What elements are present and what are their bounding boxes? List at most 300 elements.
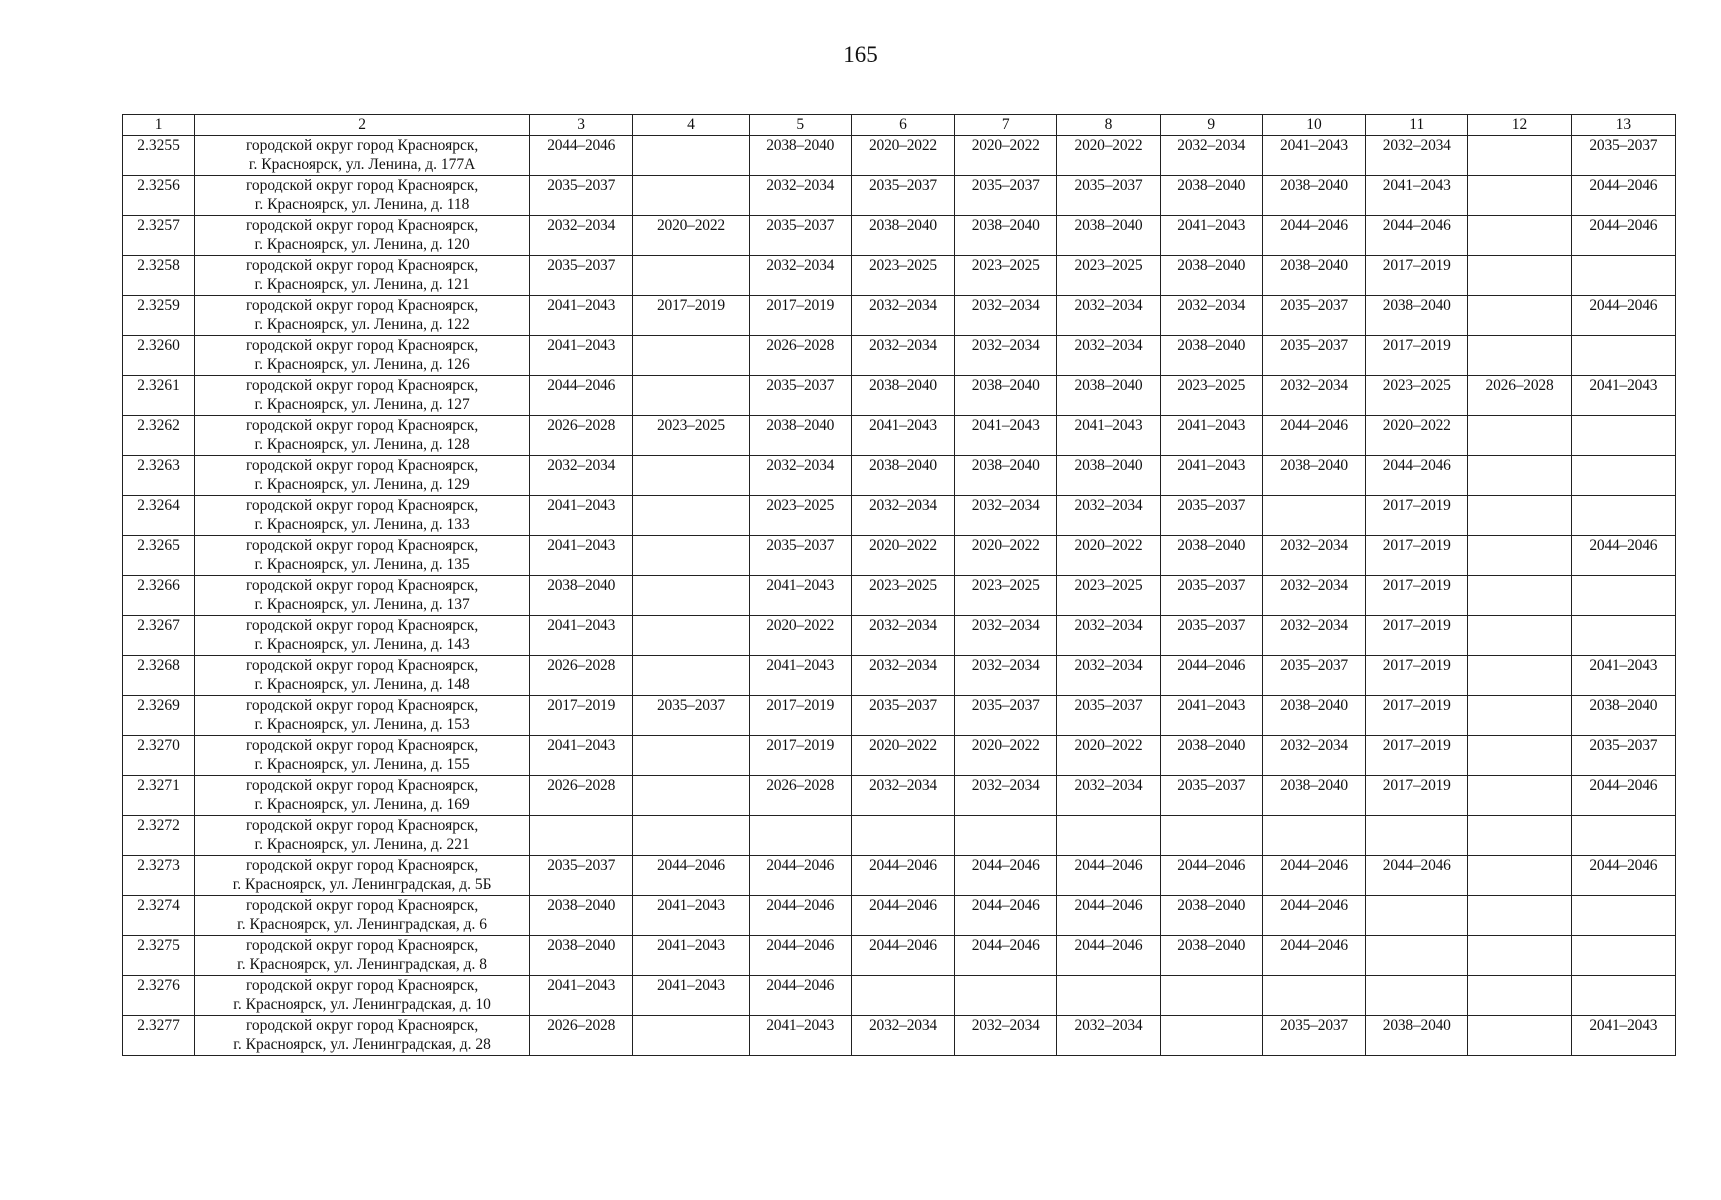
period-cell-col-11 (1366, 896, 1468, 936)
period-cell-col-12 (1468, 136, 1571, 176)
period-cell-col-11 (1366, 816, 1468, 856)
period-cell-col-8: 2032–2034 (1057, 776, 1160, 816)
period-cell-col-3: 2035–2037 (530, 176, 633, 216)
address-line-street: г. Красноярск, ул. Ленинградская, д. 5Б (232, 876, 492, 893)
period-cell-col-6: 2044–2046 (851, 856, 954, 896)
period-cell-col-6: 2032–2034 (851, 616, 954, 656)
row-number: 2.3269 (123, 696, 195, 736)
period-cell-col-12 (1468, 496, 1571, 536)
period-cell-col-10: 2038–2040 (1262, 776, 1365, 816)
address-line-district: городской округ город Красноярск, (245, 137, 479, 154)
address-cell (195, 136, 530, 176)
address-cell (195, 576, 530, 616)
period-cell-col-4 (633, 536, 749, 576)
period-cell-col-4: 2023–2025 (633, 416, 749, 456)
address-line-street: г. Красноярск, ул. Ленина, д. 120 (254, 236, 470, 253)
period-cell-col-10: 2044–2046 (1262, 896, 1365, 936)
period-cell-col-8 (1057, 816, 1160, 856)
period-cell-col-13 (1571, 896, 1675, 936)
schedule-table (122, 114, 1676, 1056)
period-cell-col-8: 2044–2046 (1057, 936, 1160, 976)
period-cell-col-9: 2038–2040 (1160, 896, 1262, 936)
address-line-district: городской округ город Красноярск, (245, 897, 479, 914)
period-cell-col-12 (1468, 456, 1571, 496)
address-cell (195, 376, 530, 416)
row-number: 2.3262 (123, 416, 195, 456)
address-line-street: г. Красноярск, ул. Ленина, д. 148 (254, 676, 470, 693)
period-cell-col-10: 2032–2034 (1262, 576, 1365, 616)
address-cell (195, 936, 530, 976)
period-cell-col-7 (955, 976, 1057, 1016)
period-cell-col-8: 2023–2025 (1057, 256, 1160, 296)
period-cell-col-4: 2035–2037 (633, 696, 749, 736)
period-cell-col-12 (1468, 1016, 1571, 1056)
period-cell-col-4 (633, 736, 749, 776)
period-cell-col-7: 2032–2034 (955, 616, 1057, 656)
period-cell-col-5: 2041–2043 (749, 656, 851, 696)
period-cell-col-9: 2035–2037 (1160, 576, 1262, 616)
table-row (123, 776, 1676, 816)
period-cell-col-5: 2035–2037 (749, 536, 851, 576)
period-cell-col-12: 2026–2028 (1468, 376, 1571, 416)
period-cell-col-12 (1468, 616, 1571, 656)
period-cell-col-5: 2017–2019 (749, 296, 851, 336)
row-number: 2.3270 (123, 736, 195, 776)
period-cell-col-3: 2038–2040 (530, 896, 633, 936)
table-row (123, 976, 1676, 1016)
period-cell-col-4 (633, 456, 749, 496)
address-cell (195, 696, 530, 736)
address-line-street: г. Красноярск, ул. Ленина, д. 169 (254, 796, 470, 813)
address-cell (195, 896, 530, 936)
period-cell-col-6: 2032–2034 (851, 496, 954, 536)
period-cell-col-3: 2041–2043 (530, 296, 633, 336)
period-cell-col-11: 2044–2046 (1366, 856, 1468, 896)
row-number: 2.3263 (123, 456, 195, 496)
period-cell-col-11: 2017–2019 (1366, 496, 1468, 536)
period-cell-col-8: 2035–2037 (1057, 176, 1160, 216)
period-cell-col-7: 2032–2034 (955, 336, 1057, 376)
address-cell (195, 656, 530, 696)
address-cell (195, 296, 530, 336)
period-cell-col-3: 2044–2046 (530, 136, 633, 176)
period-cell-col-11: 2017–2019 (1366, 696, 1468, 736)
period-cell-col-10: 2038–2040 (1262, 456, 1365, 496)
period-cell-col-10: 2038–2040 (1262, 696, 1365, 736)
address-line-district: городской округ город Красноярск, (245, 577, 479, 594)
period-cell-col-3: 2035–2037 (530, 856, 633, 896)
period-cell-col-4 (633, 496, 749, 536)
period-cell-col-9: 2041–2043 (1160, 216, 1262, 256)
period-cell-col-8: 2032–2034 (1057, 496, 1160, 536)
address-line-street: г. Красноярск, ул. Ленина, д. 118 (254, 196, 470, 213)
period-cell-col-5: 2026–2028 (749, 336, 851, 376)
address-line-street: г. Красноярск, ул. Ленина, д. 135 (254, 556, 470, 573)
address-line-district: городской округ город Красноярск, (245, 737, 479, 754)
period-cell-col-10: 2035–2037 (1262, 296, 1365, 336)
address-line-street: г. Красноярск, ул. Ленина, д. 177А (248, 156, 476, 173)
period-cell-col-6: 2032–2034 (851, 776, 954, 816)
period-cell-col-4 (633, 656, 749, 696)
period-cell-col-13: 2041–2043 (1571, 376, 1675, 416)
address-line-street: г. Красноярск, ул. Ленинградская, д. 6 (237, 916, 488, 933)
period-cell-col-11: 2017–2019 (1366, 616, 1468, 656)
address-cell (195, 176, 530, 216)
period-cell-col-12 (1468, 416, 1571, 456)
period-cell-col-8: 2032–2034 (1057, 656, 1160, 696)
period-cell-col-8: 2044–2046 (1057, 896, 1160, 936)
period-cell-col-3: 2041–2043 (530, 336, 633, 376)
row-number: 2.3272 (123, 816, 195, 856)
period-cell-col-13 (1571, 816, 1675, 856)
period-cell-col-4 (633, 1016, 749, 1056)
period-cell-col-12 (1468, 736, 1571, 776)
period-cell-col-10 (1262, 976, 1365, 1016)
period-cell-col-12 (1468, 976, 1571, 1016)
period-cell-col-4: 2041–2043 (633, 936, 749, 976)
period-cell-col-7: 2032–2034 (955, 296, 1057, 336)
period-cell-col-11: 2044–2046 (1366, 456, 1468, 496)
row-number: 2.3259 (123, 296, 195, 336)
period-cell-col-5: 2020–2022 (749, 616, 851, 656)
period-cell-col-8: 2032–2034 (1057, 616, 1160, 656)
address-line-district: городской округ город Красноярск, (245, 177, 479, 194)
table-row (123, 1016, 1676, 1056)
period-cell-col-10 (1262, 496, 1365, 536)
address-line-district: городской округ город Красноярск, (245, 377, 479, 394)
period-cell-col-6 (851, 816, 954, 856)
period-cell-col-3: 2026–2028 (530, 776, 633, 816)
period-cell-col-8: 2038–2040 (1057, 376, 1160, 416)
period-cell-col-9: 2032–2034 (1160, 296, 1262, 336)
period-cell-col-5: 2044–2046 (749, 936, 851, 976)
period-cell-col-6: 2032–2034 (851, 336, 954, 376)
row-number: 2.3273 (123, 856, 195, 896)
table-row (123, 656, 1676, 696)
address-line-district: городской округ город Красноярск, (245, 217, 479, 234)
period-cell-col-8: 2020–2022 (1057, 736, 1160, 776)
period-cell-col-13: 2044–2046 (1571, 296, 1675, 336)
column-header: 9 (1160, 115, 1262, 136)
period-cell-col-9: 2038–2040 (1160, 936, 1262, 976)
address-cell (195, 1016, 530, 1056)
period-cell-col-4 (633, 136, 749, 176)
period-cell-col-10: 2032–2034 (1262, 736, 1365, 776)
period-cell-col-9: 2032–2034 (1160, 136, 1262, 176)
row-number: 2.3258 (123, 256, 195, 296)
period-cell-col-10: 2044–2046 (1262, 936, 1365, 976)
column-header: 3 (530, 115, 633, 136)
period-cell-col-10: 2044–2046 (1262, 856, 1365, 896)
period-cell-col-9 (1160, 1016, 1262, 1056)
period-cell-col-6: 2038–2040 (851, 216, 954, 256)
period-cell-col-6: 2038–2040 (851, 376, 954, 416)
period-cell-col-12 (1468, 256, 1571, 296)
column-header: 2 (195, 115, 530, 136)
period-cell-col-12 (1468, 856, 1571, 896)
period-cell-col-5: 2017–2019 (749, 696, 851, 736)
row-number: 2.3260 (123, 336, 195, 376)
period-cell-col-11 (1366, 976, 1468, 1016)
period-cell-col-5: 2038–2040 (749, 416, 851, 456)
address-cell (195, 536, 530, 576)
period-cell-col-7: 2023–2025 (955, 576, 1057, 616)
period-cell-col-10: 2032–2034 (1262, 376, 1365, 416)
period-cell-col-4 (633, 336, 749, 376)
period-cell-col-3: 2041–2043 (530, 616, 633, 656)
period-cell-col-8: 2023–2025 (1057, 576, 1160, 616)
period-cell-col-12 (1468, 936, 1571, 976)
period-cell-col-7: 2038–2040 (955, 376, 1057, 416)
period-cell-col-10: 2044–2046 (1262, 416, 1365, 456)
period-cell-col-5: 2044–2046 (749, 896, 851, 936)
row-number: 2.3255 (123, 136, 195, 176)
period-cell-col-4: 2020–2022 (633, 216, 749, 256)
row-number: 2.3257 (123, 216, 195, 256)
address-line-district: городской округ город Красноярск, (245, 257, 479, 274)
period-cell-col-10: 2038–2040 (1262, 176, 1365, 216)
address-line-district: городской округ город Красноярск, (245, 617, 479, 634)
period-cell-col-8: 2035–2037 (1057, 696, 1160, 736)
row-number: 2.3277 (123, 1016, 195, 1056)
period-cell-col-8: 2020–2022 (1057, 136, 1160, 176)
period-cell-col-3: 2017–2019 (530, 696, 633, 736)
period-cell-col-7: 2044–2046 (955, 896, 1057, 936)
period-cell-col-12 (1468, 656, 1571, 696)
period-cell-col-5: 2017–2019 (749, 736, 851, 776)
period-cell-col-9: 2038–2040 (1160, 256, 1262, 296)
period-cell-col-9: 2041–2043 (1160, 456, 1262, 496)
period-cell-col-8: 2041–2043 (1057, 416, 1160, 456)
address-cell (195, 976, 530, 1016)
address-line-district: городской округ город Красноярск, (245, 977, 479, 994)
address-line-district: городской округ город Красноярск, (245, 777, 479, 794)
period-cell-col-3: 2038–2040 (530, 936, 633, 976)
period-cell-col-7: 2032–2034 (955, 1016, 1057, 1056)
period-cell-col-5: 2032–2034 (749, 176, 851, 216)
period-cell-col-5: 2035–2037 (749, 376, 851, 416)
period-cell-col-5: 2026–2028 (749, 776, 851, 816)
row-number: 2.3274 (123, 896, 195, 936)
period-cell-col-13: 2044–2046 (1571, 536, 1675, 576)
address-line-street: г. Красноярск, ул. Ленина, д. 128 (254, 436, 470, 453)
period-cell-col-11: 2017–2019 (1366, 576, 1468, 616)
period-cell-col-13: 2044–2046 (1571, 176, 1675, 216)
period-cell-col-5: 2041–2043 (749, 1016, 851, 1056)
address-cell (195, 856, 530, 896)
period-cell-col-5: 2023–2025 (749, 496, 851, 536)
period-cell-col-9 (1160, 816, 1262, 856)
address-line-district: городской округ город Красноярск, (245, 417, 479, 434)
address-line-street: г. Красноярск, ул. Ленина, д. 133 (254, 516, 470, 533)
period-cell-col-5: 2044–2046 (749, 976, 851, 1016)
address-cell (195, 336, 530, 376)
period-cell-col-6: 2044–2046 (851, 896, 954, 936)
period-cell-col-9: 2041–2043 (1160, 416, 1262, 456)
period-cell-col-9 (1160, 976, 1262, 1016)
period-cell-col-6: 2020–2022 (851, 736, 954, 776)
period-cell-col-13 (1571, 256, 1675, 296)
period-cell-col-12 (1468, 176, 1571, 216)
address-line-street: г. Красноярск, ул. Ленина, д. 121 (254, 276, 470, 293)
period-cell-col-7: 2032–2034 (955, 656, 1057, 696)
period-cell-col-7: 2020–2022 (955, 736, 1057, 776)
address-line-district: городской округ город Красноярск, (245, 337, 479, 354)
period-cell-col-11: 2017–2019 (1366, 336, 1468, 376)
period-cell-col-9: 2023–2025 (1160, 376, 1262, 416)
address-line-district: городской округ город Красноярск, (245, 937, 479, 954)
period-cell-col-4 (633, 616, 749, 656)
address-cell (195, 496, 530, 536)
row-number: 2.3266 (123, 576, 195, 616)
period-cell-col-11: 2032–2034 (1366, 136, 1468, 176)
row-number: 2.3261 (123, 376, 195, 416)
address-line-street: г. Красноярск, ул. Ленина, д. 221 (254, 836, 470, 853)
period-cell-col-5: 2044–2046 (749, 856, 851, 896)
address-cell (195, 216, 530, 256)
period-cell-col-8: 2032–2034 (1057, 296, 1160, 336)
row-number: 2.3271 (123, 776, 195, 816)
period-cell-col-7: 2038–2040 (955, 456, 1057, 496)
period-cell-col-13 (1571, 416, 1675, 456)
address-line-street: г. Красноярск, ул. Ленина, д. 122 (254, 316, 470, 333)
period-cell-col-12 (1468, 776, 1571, 816)
period-cell-col-10: 2035–2037 (1262, 1016, 1365, 1056)
address-line-district: городской округ город Красноярск, (245, 857, 479, 874)
period-cell-col-4: 2041–2043 (633, 976, 749, 1016)
column-header: 8 (1057, 115, 1160, 136)
period-cell-col-5: 2035–2037 (749, 216, 851, 256)
row-number: 2.3265 (123, 536, 195, 576)
period-cell-col-6: 2041–2043 (851, 416, 954, 456)
period-cell-col-11: 2017–2019 (1366, 536, 1468, 576)
period-cell-col-10: 2035–2037 (1262, 656, 1365, 696)
period-cell-col-13: 2035–2037 (1571, 136, 1675, 176)
column-header: 11 (1366, 115, 1468, 136)
period-cell-col-3 (530, 816, 633, 856)
period-cell-col-6: 2023–2025 (851, 576, 954, 616)
column-header: 5 (749, 115, 851, 136)
period-cell-col-9: 2038–2040 (1160, 336, 1262, 376)
period-cell-col-7: 2032–2034 (955, 776, 1057, 816)
period-cell-col-13: 2035–2037 (1571, 736, 1675, 776)
period-cell-col-8: 2032–2034 (1057, 1016, 1160, 1056)
row-number: 2.3276 (123, 976, 195, 1016)
period-cell-col-4 (633, 576, 749, 616)
period-cell-col-7: 2035–2037 (955, 176, 1057, 216)
table-row (123, 496, 1676, 536)
table-row (123, 416, 1676, 456)
period-cell-col-10: 2044–2046 (1262, 216, 1365, 256)
table-row (123, 936, 1676, 976)
address-line-district: городской округ город Красноярск, (245, 817, 479, 834)
period-cell-col-6: 2035–2037 (851, 176, 954, 216)
address-line-district: городской округ город Красноярск, (245, 697, 479, 714)
row-number: 2.3256 (123, 176, 195, 216)
row-number: 2.3267 (123, 616, 195, 656)
row-number: 2.3264 (123, 496, 195, 536)
period-cell-col-3: 2041–2043 (530, 536, 633, 576)
period-cell-col-5: 2032–2034 (749, 256, 851, 296)
period-cell-col-10 (1262, 816, 1365, 856)
period-cell-col-12 (1468, 696, 1571, 736)
period-cell-col-7: 2020–2022 (955, 536, 1057, 576)
period-cell-col-3: 2035–2037 (530, 256, 633, 296)
period-cell-col-10: 2038–2040 (1262, 256, 1365, 296)
period-cell-col-6: 2032–2034 (851, 1016, 954, 1056)
period-cell-col-12 (1468, 336, 1571, 376)
address-line-district: городской округ город Красноярск, (245, 657, 479, 674)
period-cell-col-9: 2038–2040 (1160, 536, 1262, 576)
table-row (123, 896, 1676, 936)
address-cell (195, 816, 530, 856)
address-line-street: г. Красноярск, ул. Ленина, д. 143 (254, 636, 470, 653)
period-cell-col-13: 2038–2040 (1571, 696, 1675, 736)
address-line-district: городской округ город Красноярск, (245, 1017, 479, 1034)
period-cell-col-3: 2038–2040 (530, 576, 633, 616)
column-header: 4 (633, 115, 749, 136)
address-line-street: г. Красноярск, ул. Ленина, д. 155 (254, 756, 470, 773)
table-row (123, 816, 1676, 856)
address-line-street: г. Красноярск, ул. Ленина, д. 137 (254, 596, 470, 613)
table-row (123, 456, 1676, 496)
table-row (123, 856, 1676, 896)
table-row (123, 616, 1676, 656)
period-cell-col-13: 2044–2046 (1571, 856, 1675, 896)
column-header: 12 (1468, 115, 1571, 136)
period-cell-col-11: 2017–2019 (1366, 656, 1468, 696)
table-body (123, 136, 1676, 1056)
period-cell-col-13 (1571, 576, 1675, 616)
period-cell-col-8 (1057, 976, 1160, 1016)
period-cell-col-5: 2032–2034 (749, 456, 851, 496)
period-cell-col-3: 2044–2046 (530, 376, 633, 416)
period-cell-col-6: 2032–2034 (851, 296, 954, 336)
address-line-street: г. Красноярск, ул. Ленинградская, д. 10 (233, 996, 491, 1013)
table-row (123, 296, 1676, 336)
period-cell-col-13 (1571, 456, 1675, 496)
period-cell-col-13 (1571, 936, 1675, 976)
period-cell-col-9: 2038–2040 (1160, 176, 1262, 216)
period-cell-col-7: 2044–2046 (955, 856, 1057, 896)
period-cell-col-6: 2020–2022 (851, 536, 954, 576)
period-cell-col-12 (1468, 296, 1571, 336)
period-cell-col-9: 2041–2043 (1160, 696, 1262, 736)
page-number: 165 (843, 42, 878, 67)
period-cell-col-4: 2044–2046 (633, 856, 749, 896)
period-cell-col-6 (851, 976, 954, 1016)
column-header: 1 (123, 115, 195, 136)
period-cell-col-12 (1468, 536, 1571, 576)
period-cell-col-9: 2035–2037 (1160, 496, 1262, 536)
period-cell-col-5 (749, 816, 851, 856)
address-cell (195, 256, 530, 296)
period-cell-col-9: 2035–2037 (1160, 616, 1262, 656)
period-cell-col-7: 2041–2043 (955, 416, 1057, 456)
period-cell-col-11 (1366, 936, 1468, 976)
period-cell-col-11: 2017–2019 (1366, 736, 1468, 776)
address-cell (195, 736, 530, 776)
period-cell-col-12 (1468, 216, 1571, 256)
table-row (123, 136, 1676, 176)
period-cell-col-5: 2041–2043 (749, 576, 851, 616)
period-cell-col-13 (1571, 976, 1675, 1016)
period-cell-col-8: 2032–2034 (1057, 336, 1160, 376)
period-cell-col-3: 2041–2043 (530, 496, 633, 536)
period-cell-col-7: 2023–2025 (955, 256, 1057, 296)
address-line-district: городской округ город Красноярск, (245, 297, 479, 314)
period-cell-col-11: 2041–2043 (1366, 176, 1468, 216)
